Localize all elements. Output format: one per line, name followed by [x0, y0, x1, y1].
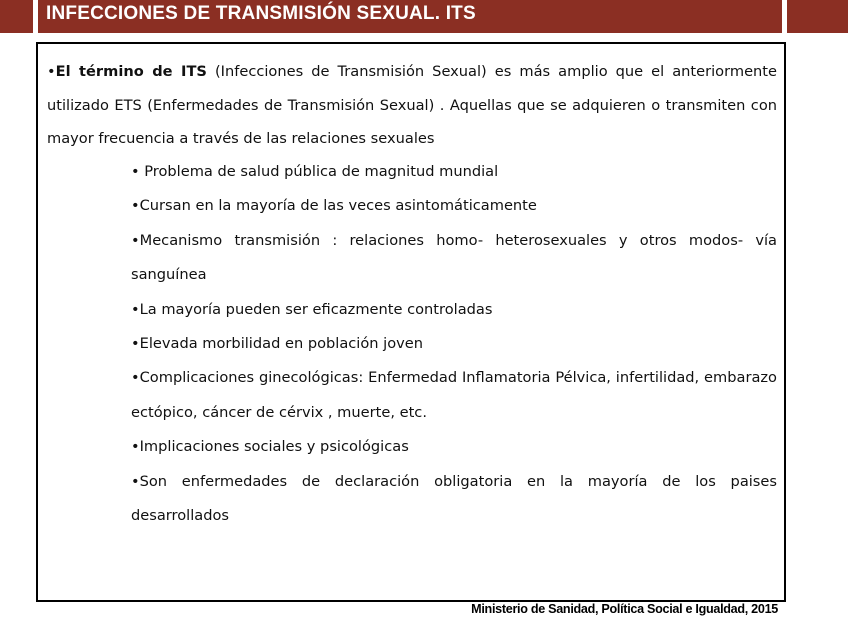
title-bar-divider-left: [33, 0, 38, 33]
bullet-list: [131, 155, 777, 533]
bullet-item-mandatory-reporting: •Son enfermedades de declaración obligatoria en la mayoría de los paises desarrollados: [131, 472, 777, 525]
source-footer: Ministerio de Sanidad, Política Social e Igualdad, 2015: [471, 602, 778, 616]
intro-paragraph: [47, 55, 777, 156]
bullet-item-controllable: •La mayoría pueden ser eficazmente controladas: [131, 300, 493, 318]
bullet-item-transmission: •Mecanismo transmisión : relaciones homo- heterosexuales y otros modos- vía sanguínea: [131, 231, 777, 284]
bullet-item-asymptomatic: •Cursan en la mayoría de las veces asintomáticamente: [131, 197, 537, 215]
intro-lead: El término de ITS: [55, 63, 207, 80]
bullet-item-morbidity: •Elevada morbilidad en población joven: [131, 335, 424, 353]
content-box: [36, 42, 786, 602]
intro-text: (Infecciones de Transmisión Sexual) es más amplio que el anteriormente utilizado ETS (Enfermedades de Transmisión Sexual) . Aquellas que se adquieren o transmiten con mayor frecuencia a través de las relaciones sexuales: [47, 63, 778, 148]
bullet-item-complications: •Complicaciones ginecológicas: Enfermedad Inflamatoria Pélvica, infertilidad, embarazo ectópico, cáncer de cérvix , muerte, etc.: [131, 369, 777, 421]
bullet-item-social: •Implicaciones sociales y psicológicas: [131, 438, 409, 456]
title-bar-divider-right: [782, 0, 787, 33]
slide-title: INFECCIONES DE TRANSMISIÓN SEXUAL. ITS: [46, 3, 476, 24]
bullet-item-public-health: • Problema de salud pública de magnitud mundial: [131, 163, 499, 180]
intro-bullet: •: [47, 63, 56, 80]
